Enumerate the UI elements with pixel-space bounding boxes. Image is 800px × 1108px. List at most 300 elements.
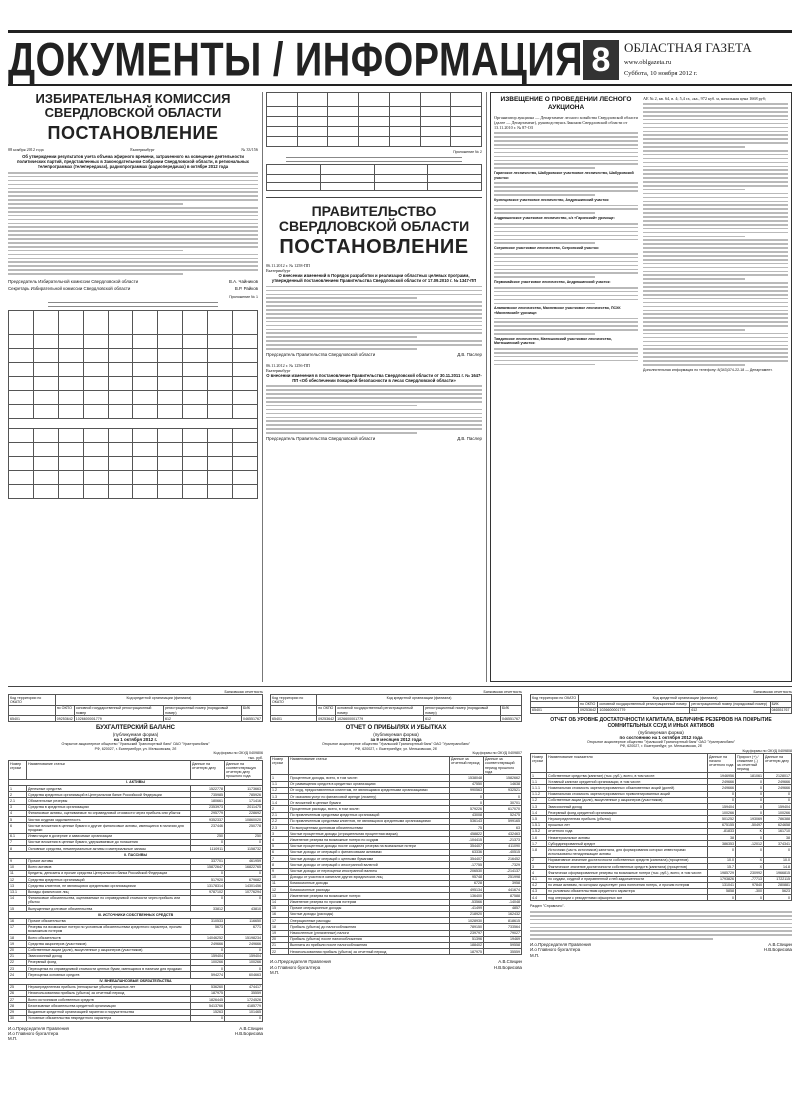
- decree1-city: Екатеринбург: [266, 268, 291, 274]
- balance-cell: 13.1: [9, 889, 27, 895]
- balance-cell: Неиспользованная прибыль (убыток) за отчетный период: [27, 990, 191, 996]
- capital-cell: 100266: [764, 810, 792, 816]
- profit-sub: (публикуемая форма): [373, 732, 419, 738]
- profit-cell: Чистые доходы от операций с финансовыми активами: [289, 849, 450, 855]
- profit-cell: Комиссионные доходы: [289, 880, 450, 886]
- capital-cell: 1.7: [531, 841, 547, 847]
- site-link[interactable]: www.oblgazeta.ru: [624, 59, 672, 66]
- code-okato: 65401: [9, 716, 56, 722]
- balance-cell: 15198234: [225, 935, 263, 941]
- appendix1-caption: [8, 302, 258, 307]
- capital-cell: 159404: [708, 804, 736, 810]
- capital-code-reg: 612: [690, 707, 770, 713]
- balance-row: [9, 895, 263, 905]
- capital-cell: Источники (часть источников) капитала, для формирования которых инвесторами использованы ненадлежащие активы: [547, 847, 708, 857]
- balance-cell: Чистая ссудная задолженность: [27, 817, 191, 823]
- balance-cell: 28: [9, 1003, 27, 1009]
- profit-cell: По привлеченным средствам клиентов, не являющихся кредитными организациями: [289, 818, 450, 824]
- balance-cell: 101465: [225, 1009, 263, 1015]
- auction-body-5: [494, 253, 638, 278]
- capital-cell: 0: [736, 835, 764, 841]
- capital-reference: Раздел "Справочно".: [530, 904, 565, 909]
- capital-cell: 624658: [764, 822, 792, 828]
- capital-cell: -50497: [736, 822, 764, 828]
- balance-cell: Денежные средства: [27, 786, 191, 792]
- profit-cell: 411090: [484, 843, 522, 849]
- balance-cell: 1: [9, 786, 27, 792]
- capital-cell: 249666: [764, 779, 792, 785]
- capital-chair-role: И.о.Председателя Правления: [530, 942, 591, 948]
- profit-cell: 79027: [484, 930, 522, 936]
- capital-cell: 1966815: [764, 870, 792, 876]
- balance-section-label: II. ПАССИВЫ: [9, 852, 263, 858]
- profit-cell: 75: [450, 825, 484, 831]
- profit-cell: 6728: [450, 880, 484, 886]
- balance-cell: 25: [9, 984, 27, 990]
- capital-cell: 3: [531, 864, 547, 870]
- profit-cell: Выплаты из прибыли после налогообложения: [289, 942, 450, 948]
- profit-cell: 18: [271, 924, 289, 930]
- capital-cell: Нормативное значение достаточности собственных средств (капитала) (процентов): [547, 857, 708, 863]
- profit-row: [271, 949, 522, 955]
- profit-cell: 3: [271, 831, 289, 837]
- balance-cell: 0: [225, 895, 263, 905]
- balance-cell: Средства клиентов, не являющихся кредитными организациями: [27, 883, 191, 889]
- capital-signatures: [530, 942, 792, 958]
- capital-form: Код формы по ОКУД 0409808: [742, 748, 792, 753]
- capital-adequacy: [530, 690, 792, 1102]
- capital-cell: 386353: [708, 841, 736, 847]
- profit-cell: -14048: [484, 899, 522, 905]
- profit-cell: 0: [450, 800, 484, 806]
- capital-stamp: М.П.: [530, 952, 540, 958]
- profit-cell: 2.1: [271, 812, 289, 818]
- profit-cell: -7329: [484, 862, 522, 868]
- profit-cell: 188402: [450, 942, 484, 948]
- capital-cell: 10.0: [764, 857, 792, 863]
- balance-cell: 16822765: [225, 864, 263, 870]
- balance-cell: 43810: [225, 906, 263, 912]
- balance-cell: 10860020: [225, 817, 263, 823]
- decree2-body: [266, 385, 482, 433]
- balance-cell: 6771: [225, 924, 263, 934]
- profit-col-num: Номер строки: [271, 756, 289, 775]
- profit-code-okpo: 09253642: [318, 716, 335, 721]
- profit-cell: Неиспользованная прибыль (убыток) за отчетный период: [289, 949, 450, 955]
- capital-title: ОТЧЕТ ОБ УРОВНЕ ДОСТАТОЧНОСТИ КАПИТАЛА, ВЕЛИЧИНЕ РЕЗЕРВОВ НА ПОКРЫТИЕ СОМНИТЕЛЬНЫХ ССУД И ИНЫХ АКТИВОВ: [550, 717, 772, 730]
- auction-right-body: [643, 103, 788, 365]
- profit-cell: 162432: [484, 911, 522, 917]
- balance-cell: 249666: [225, 941, 263, 947]
- profit-cell: Доходы от участия в капитале других юридических лиц: [289, 874, 450, 880]
- capital-cell: 2128017: [764, 773, 792, 779]
- government-title: ПРАВИТЕЛЬСТВО СВЕРДЛОВСКОЙ ОБЛАСТИ: [278, 203, 470, 235]
- balance-acct-name: Н.В.Борисова: [234, 1031, 263, 1037]
- auction-section-0: Гаринское лесничество, Шабуровское участковое лесничество, Шабуровский участок:: [494, 171, 634, 180]
- balance-cell: Средства кредитных организаций: [27, 877, 191, 883]
- profit-cell: 617070: [484, 806, 522, 812]
- balance-cell: 0: [225, 1015, 263, 1021]
- profit-cell: 458822: [450, 831, 484, 837]
- code-sub-reg: регистрационный номер (порядковый номер): [163, 705, 241, 715]
- balance-cell: Выпущенные долговые обязательства: [27, 906, 191, 912]
- balance-cell: 22: [9, 959, 27, 965]
- capital-cell: Фактически сформированные резервы на возможные потери (тыс. руб.), всего, в том числе:: [547, 870, 708, 876]
- profit-cell: 1.4: [271, 800, 289, 806]
- balance-cell: Нераспределенная прибыль (непокрытые убытки) прошлых лет: [27, 984, 191, 990]
- header-top-rule: [8, 30, 792, 33]
- election-sign2-role: Секретарь Избирательной комиссии Свердловской области: [8, 285, 131, 291]
- balance-stamp: М.П.: [8, 1036, 18, 1042]
- capital-code-okpo: 09253642: [580, 708, 597, 713]
- capital-code-sub-ogrn: основной государственный регистрационный номер: [598, 701, 690, 707]
- capital-cell: 1.8: [531, 847, 547, 857]
- profit-cell: 15: [271, 905, 289, 911]
- auction-section-1: Кузнецовское участковое лесничество, Андрюшинский участок:: [494, 197, 610, 202]
- profit-cell: 599165: [484, 818, 522, 824]
- capital-cell: 159404: [764, 804, 792, 810]
- balance-cell: 0: [225, 870, 263, 876]
- profit-cell: 6: [271, 849, 289, 855]
- capital-code-ogrn: 1026600001779: [598, 707, 690, 713]
- capital-col-num: Номер строки: [531, 754, 547, 773]
- capital-cell: 181061: [736, 773, 764, 779]
- capital-cell: Фактическое значение достаточности собственных средств (капитала) (процентов): [547, 864, 708, 870]
- profit-code-bik: 046551767: [501, 716, 520, 721]
- balance-cell: 6.1: [9, 833, 27, 839]
- profit-cell: 216452: [484, 856, 522, 862]
- capital-col-name: Наименование показателя: [547, 754, 708, 773]
- profit-cell: 2: [271, 806, 289, 812]
- profit-cell: 579226: [450, 806, 484, 812]
- profit-cell: 51396: [450, 936, 484, 942]
- profit-table: [270, 756, 522, 956]
- profit-cell: 2.3: [271, 825, 289, 831]
- capital-row: [531, 847, 792, 857]
- balance-cell: 18: [9, 935, 27, 941]
- capital-cell: 1.5.2: [531, 828, 547, 834]
- paper-name: ОБЛАСТНАЯ ГАЗЕТА: [624, 40, 752, 55]
- capital-code-sub-reg: регистрационный номер (порядковый номер): [690, 701, 770, 707]
- election-sign2: [8, 286, 258, 291]
- election-sign1-role: Председатель Избирательной комиссии Свердловской области: [8, 278, 139, 284]
- balance-cell: 29: [9, 1009, 27, 1015]
- profit-cell: 1: [271, 775, 289, 781]
- election-meta: [8, 147, 258, 152]
- profit-code-ogrn: 1026600001779: [336, 716, 424, 722]
- balance-cell: 735985: [191, 792, 225, 798]
- balance-cell: Средства в кредитных организациях: [27, 804, 191, 810]
- auction-right-lead: АЕ № 2, кв. 64, в. 4; 5,4 га, «ка., 972 куб. м, начальная цена 1668 руб;: [643, 96, 766, 101]
- profit-cell: От ссуд, предоставленных клиентам, не являющимся кредитными организациями: [289, 787, 450, 793]
- profit-cell: 59558: [484, 942, 522, 948]
- decree2-number: 06.11.2012 г. № 1256-ПП: [266, 363, 310, 369]
- profit-code-sub-okpo: по ОКПО: [317, 705, 336, 715]
- balance-cell: Резервы на возможные потери по условным обязательствам кредитного характера, прочим возможным потерям: [27, 924, 191, 934]
- profit-cell: 63336: [450, 849, 484, 855]
- profit-cell: Операционные расходы: [289, 918, 450, 924]
- profit-cell: 136400: [450, 893, 484, 899]
- profit-cell: 1.1: [271, 781, 289, 787]
- profit-cell: Комиссионные расходы: [289, 887, 450, 893]
- profit-cell: 22: [271, 949, 289, 955]
- decree2-signer: Д.В. Паслер: [457, 436, 482, 441]
- balance-cell: 8: [9, 846, 27, 852]
- balance-units: тыс. руб.: [248, 755, 263, 760]
- capital-cell: K: [736, 828, 764, 834]
- profit-cell: 19469: [484, 936, 522, 942]
- election-sign2-name: В.Р. Райков: [234, 285, 258, 291]
- balance-cell: 100266: [191, 959, 225, 965]
- profit-cell: -40515: [484, 849, 522, 855]
- capital-cell: 4.1: [531, 876, 547, 882]
- profit-cell: 20: [271, 936, 289, 942]
- balance-cell: Всего обязательств: [27, 935, 191, 941]
- capital-cell: Номинальная стоимость зарегистрированных привилегированных акций: [547, 791, 708, 797]
- balance-cell: 2: [9, 792, 27, 798]
- profit-form: Код формы по ОКУД 0409807: [472, 751, 522, 756]
- auction-body-6: [494, 287, 638, 304]
- profit-cell: 251998: [484, 874, 522, 880]
- capital-cell: 131041: [708, 882, 736, 888]
- election-number: № 33/156: [241, 147, 258, 152]
- balance-col-name: Наименование статьи: [27, 761, 191, 780]
- election-date: 08 ноября 2012 года: [8, 147, 44, 152]
- balance-sub: (публикуемая форма): [112, 732, 159, 738]
- capital-cell: Собственные акции (доли), выкупленные у акционеров (участников): [547, 797, 708, 803]
- profit-cell: -21373: [484, 837, 522, 843]
- balance-cell: 14301456: [225, 883, 263, 889]
- capital-cell: 0: [736, 847, 764, 857]
- profit-cell: 95748: [450, 874, 484, 880]
- page-number: 8: [583, 40, 619, 80]
- balance-cell: Финансовые активы, оцениваемые по справедливой стоимости через прибыль или убыток: [27, 810, 191, 816]
- capital-cell: под операции с резидентами офшорных зон: [547, 895, 708, 901]
- profit-title: ОТЧЕТ О ПРИБЫЛЯХ И УБЫТКАХ: [345, 725, 447, 732]
- balance-cell: Переоценка основных средств: [27, 972, 191, 978]
- balance-cell: 9: [9, 858, 27, 864]
- balance-cell: 35559: [225, 990, 263, 996]
- profit-cell: 0: [450, 794, 484, 800]
- profit-acct-name: Н.В.Борисова: [493, 964, 522, 970]
- capital-cell: 1.6: [531, 835, 547, 841]
- profit-cell: 818615: [484, 918, 522, 924]
- balance-cell: Резервный фонд: [27, 959, 191, 965]
- balance-form: Код формы по ОКУД 0409806: [213, 751, 263, 756]
- profit-cell: 9: [271, 868, 289, 874]
- capital-org: Открытое акционерное общество "Уральский Транспортный банк" ОАО "Уралтрансбанк": [586, 740, 736, 745]
- capital-col-delta: Прирост (+) / снижение (-) за отчетный период: [736, 754, 764, 773]
- balance-cell: 33812: [191, 906, 225, 912]
- profit-address: РФ, 620027, г. Екатеринбург, ул. Мельковская, 2б: [355, 746, 437, 751]
- balance-col-num: Номер строки: [9, 761, 27, 780]
- auction-body-1: [494, 132, 638, 169]
- capital-code-sub-bik: БИК: [770, 701, 791, 707]
- balance-cell: 159404: [225, 953, 263, 959]
- balance-cell: Прочие активы: [27, 858, 191, 864]
- auction-phone: Дополнительная информация по телефону: 8(343)374-22-18 — Департамент.: [643, 367, 773, 372]
- capital-cell: 249666: [708, 779, 736, 785]
- capital-cell: 4: [531, 870, 547, 876]
- election-appendix1-table-cont: [266, 92, 482, 147]
- profit-cell: 4: [271, 837, 289, 843]
- balance-cell: 4: [9, 810, 27, 816]
- code-sub-okpo: по ОКПО: [55, 705, 74, 715]
- auction-body-3: [494, 205, 638, 214]
- balance-cell: 0: [191, 966, 225, 972]
- profit-cell: 11: [271, 880, 289, 886]
- decree1-number: 06.11.2012 г. № 1258-ПП: [266, 263, 310, 269]
- balance-cell: 517920: [191, 877, 225, 883]
- capital-cell: 675155: [708, 822, 736, 828]
- balance-cell: 15872647: [191, 864, 225, 870]
- profit-cell: Чистые процентные доходы (отрицательная процентная маржа): [289, 831, 450, 837]
- profit-cell: 2.2: [271, 818, 289, 824]
- capital-cell: Уставный капитал кредитной организации, в том числе:: [547, 779, 708, 785]
- profit-cell: 432463: [484, 831, 522, 837]
- decree2-subject: О внесении изменения в постановление Правительства Свердловской области от 30.11.2011 г. № 1647-ПП «Об обеспечении пожарной безопасности в лесах Свердловской области»: [266, 373, 482, 384]
- balance-cell: 0: [225, 839, 263, 845]
- profit-cell: 47550: [450, 781, 484, 787]
- profit-cell: 789150: [450, 924, 484, 930]
- balance-cell: 2.1: [9, 798, 27, 804]
- profit-cell: 1582662: [484, 775, 522, 781]
- profit-cell: 1.2: [271, 787, 289, 793]
- balance-row: [9, 823, 263, 833]
- profit-cell: Чистые доходы (расходы): [289, 911, 450, 917]
- balance-signatures: [8, 1026, 263, 1042]
- column-divider-1: [262, 92, 263, 682]
- balance-cell: 11: [9, 870, 27, 876]
- election-commission-column: [8, 92, 258, 682]
- capital-col-start: Данные на начало отчетного года: [708, 754, 736, 773]
- profit-cell: От вложений в ценные бумаги: [289, 800, 450, 806]
- auction-left: [494, 96, 638, 678]
- profit-cell: 3958: [484, 880, 522, 886]
- capital-cell: 0: [764, 847, 792, 857]
- profit-cell: От размещения средств в кредитных организациях: [289, 781, 450, 787]
- profit-cell: 5: [271, 843, 289, 849]
- capital-cell: 501252: [708, 816, 736, 822]
- balance-address: РФ, 620027, г. Екатеринбург, ул. Мельковская, 2б: [94, 746, 177, 751]
- profit-cell: 0: [484, 794, 522, 800]
- capital-cell: 4.2: [531, 882, 547, 888]
- capital-acct-role: И.о Главного бухгалтера: [530, 947, 581, 953]
- capital-cell: по условным обязательствам кредитного характера: [547, 888, 708, 894]
- election-org-title: ИЗБИРАТЕЛЬНАЯ КОМИССИЯ СВЕРДЛОВСКОЙ ОБЛАСТИ: [35, 92, 231, 120]
- issue-date: Суббота, 10 ноября 2012 г.: [624, 70, 698, 77]
- balance-cell: 5413766: [191, 1003, 225, 1009]
- profit-stamp: М.П.: [270, 969, 280, 975]
- profit-cell: 52475: [484, 812, 522, 818]
- balance-cell: 15: [9, 906, 27, 912]
- capital-cell: 1.1.1: [531, 785, 547, 791]
- code-sub-ogrn: основной государственный регистрационный номер: [74, 705, 163, 715]
- column-divider-2: [486, 92, 487, 682]
- capital-cell: 5858: [708, 888, 736, 894]
- balance-cell: 6: [9, 823, 27, 833]
- profit-signatures: [270, 959, 522, 975]
- capital-cell: 1985729: [708, 870, 736, 876]
- balance-cell: 13: [9, 883, 27, 889]
- balance-cell: 0: [191, 1015, 225, 1021]
- profit-cell: 733564: [484, 924, 522, 930]
- capital-cell: -81833: [708, 828, 736, 834]
- balance-cell: Условные обязательства некредитного характера: [27, 1015, 191, 1021]
- balance-bank-codes: [8, 694, 263, 722]
- profit-chair-role: И.о.Председателя Правления: [270, 959, 331, 965]
- balance-cell: 604663: [225, 972, 263, 978]
- capital-cell: 1.3: [531, 804, 547, 810]
- profit-cell: 7: [271, 856, 289, 862]
- capital-cell: 161710: [764, 828, 792, 834]
- balance-cell: Инвестиции в дочерние и зависимые организации: [27, 833, 191, 839]
- capital-sub: (публикуемая форма): [638, 730, 684, 736]
- capital-cell: 1722115: [764, 876, 792, 882]
- profit-cell: Чистые доходы от операций с ценными бумагами: [289, 856, 450, 862]
- balance-cell: 116650: [225, 918, 263, 924]
- profit-cell: 13: [271, 893, 289, 899]
- profit-cell: Прибыль (убыток) до налогообложения: [289, 924, 450, 930]
- capital-cell: 97840: [736, 882, 764, 888]
- balance-cell: 3: [9, 804, 27, 810]
- balance-cell: Чистые вложения в ценные бумаги и другие финансовые активы, имеющиеся в наличии для продажи: [27, 823, 191, 833]
- capital-cell: 0: [736, 804, 764, 810]
- decree1-body: [266, 286, 482, 350]
- capital-col-end: Данные на отчетную дату: [764, 754, 792, 773]
- balance-col-prev: Данные на соответствующую отчетную дату прошлого года: [225, 761, 263, 780]
- code-sub-bik: БИК: [241, 705, 262, 715]
- capital-cell: 0: [736, 791, 764, 797]
- balance-cell: 0: [191, 870, 225, 876]
- balance-cell: 228692: [225, 810, 263, 816]
- balance-cell: Финансовые обязательства, оцениваемые по справедливой стоимости через прибыль или убыток: [27, 895, 191, 905]
- balance-period: на 1 октября 2012 г.: [113, 737, 158, 743]
- auction-section-4: Первомайское участковое лесничество, Андрюшинский участок:: [494, 280, 611, 285]
- profit-cell: 187975: [450, 949, 484, 955]
- profit-cell: По привлеченным средствам кредитных организаций: [289, 812, 450, 818]
- balance-cell: 19: [9, 941, 27, 947]
- capital-cell: 0: [764, 895, 792, 901]
- profit-cell: -53566: [450, 899, 484, 905]
- balance-cell: 250778: [225, 823, 263, 833]
- balance-section-label: IV. ВНЕБАЛАНСОВЫЕ ОБЯЗАТЕЛЬСТВА: [9, 978, 263, 984]
- capital-cell: 0: [764, 797, 792, 803]
- decree2-signer-role: Председатель Правительства Свердловской области: [266, 436, 376, 441]
- profit-cell: 1028930: [450, 918, 484, 924]
- balance-cell: 1110911: [191, 846, 225, 852]
- balance-cell: 785926: [225, 792, 263, 798]
- capital-cell: 0: [708, 895, 736, 901]
- balance-cell: 10: [9, 864, 27, 870]
- balance-section-label: III. ИСТОЧНИКИ СОБСТВЕННЫХ СРЕДСТВ: [9, 912, 263, 918]
- balance-cell: 0: [225, 966, 263, 972]
- capital-cell: 38: [708, 835, 736, 841]
- profit-cell: 12: [271, 887, 289, 893]
- profit-bank-codes: [270, 694, 522, 722]
- capital-cell: 1.5.1: [531, 822, 547, 828]
- balance-cell: 24: [9, 972, 27, 978]
- balance-cell: 10776294: [225, 889, 263, 895]
- capital-cell: 1: [531, 773, 547, 779]
- profit-cell: От оказания услуг по финансовой аренде (лизингу): [289, 794, 450, 800]
- decree1-signer: Д.В. Паслер: [457, 351, 482, 357]
- profit-cell: 239797: [450, 930, 484, 936]
- capital-cell: 2: [531, 857, 547, 863]
- profit-cell: 354407: [450, 843, 484, 849]
- balance-cell: 180661: [191, 798, 225, 804]
- balance-cell: Собственные акции (доли), выкупленные у акционеров (участников): [27, 947, 191, 953]
